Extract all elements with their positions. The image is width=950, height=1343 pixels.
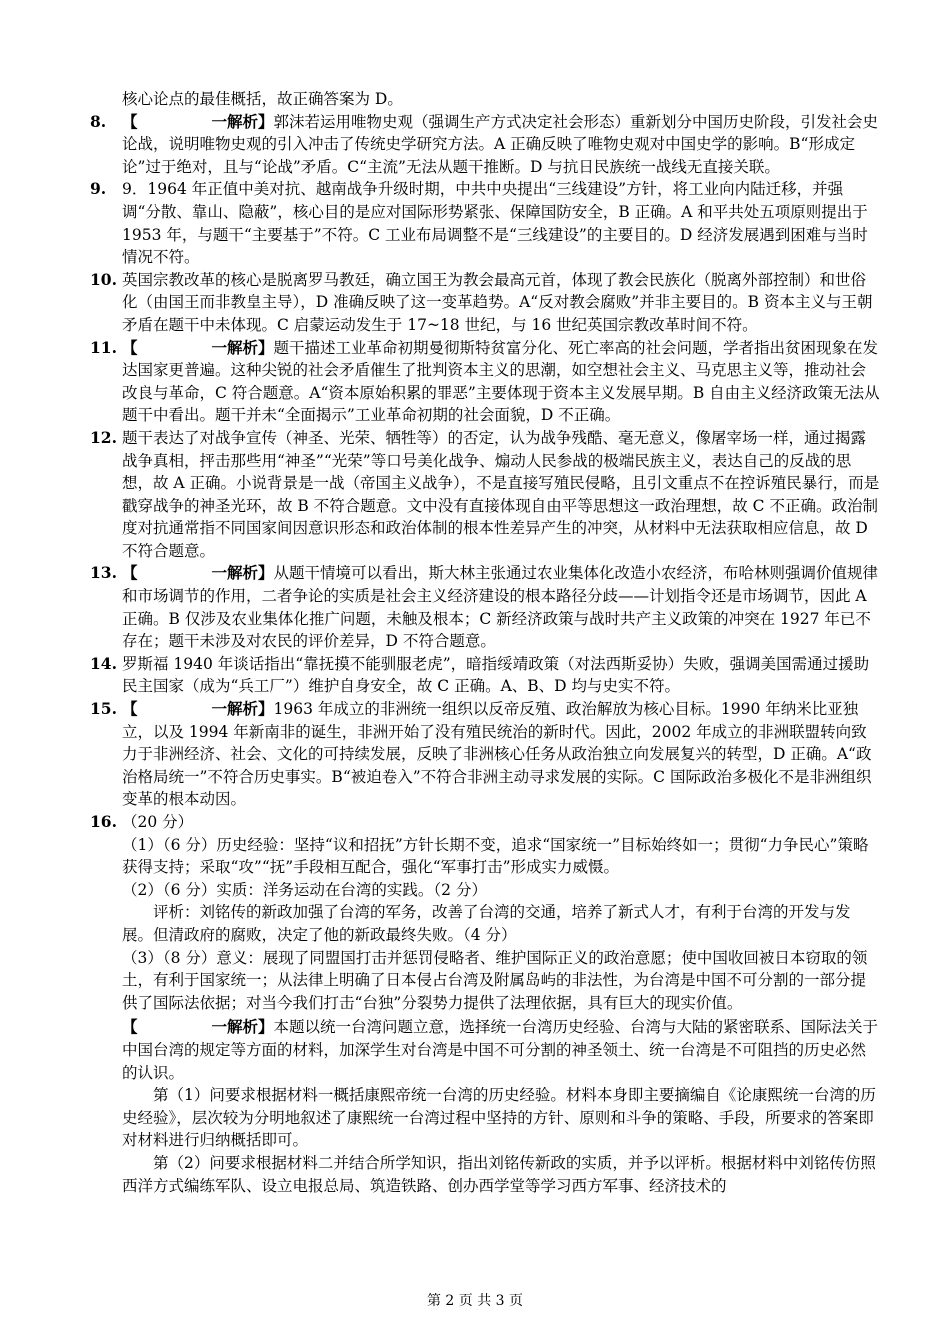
bracket-open: 【 xyxy=(122,337,138,357)
lead-text: 核心论点的最佳概括，故正确答案为 D。 xyxy=(122,90,403,108)
item-text: 题干描述工业革命初期曼彻斯特贫富分化、死亡率高的社会问题，学者指出贫困现象在发达国家更普遍。这种尖锐的社会矛盾催生了批判资本主义的思潮，如空想社会主义、马克思主义等，推动社会改良与革命，C 符合题意。A“资本原始积累的罪恶”主要体现于资本主义发展早期。B 自由主义经济政策无法从题干中看出。题干并未“全面揭示”工业革命初期的社会面貌，D 不正确。 xyxy=(122,338,880,425)
analysis-label: 一解析】 xyxy=(211,699,274,719)
answer-item-9 xyxy=(90,178,880,268)
q16-part3: （3）（8 分）意义：展现了同盟国打击并惩罚侵略者、维护国际正义的政治意愿；使中国收回被日本窃取的领土，有利于国家统一；从法律上明确了日本侵占台湾及附属岛屿的非法性，为台湾是中国不可分割的一部分提供了国际法依据；对当今我们打击“台独”分裂势力提供了法理依据，具有巨大的现实价值。 xyxy=(122,948,868,1012)
item-number: 13. xyxy=(90,563,117,583)
item-number: 14. xyxy=(90,653,117,673)
item-number: 9. xyxy=(90,179,107,199)
item-number: 15. xyxy=(90,699,117,719)
analysis-text: 本题以统一台湾问题立意，选择统一台湾历史经验、台湾与大陆的紧密联系、国际法关于中国台湾的规定等方面的材料，加深学生对台湾是中国不可分割的神圣领土、统一台湾是不可阻挡的历史必然的认识。 xyxy=(122,1018,879,1082)
item-text: 英国宗教改革的核心是脱离罗马教廷，确立国王为教会最高元首，体现了教会民族化（脱离外部控制）和世俗化（由国王而非教皇主导），D 准确反映了这一变革趋势。A“反对教会腐败”并非主要目的。B 资本主义与王朝矛盾在题干中未体现。C 启蒙运动发生于 17~18 世纪，与 16 世纪英国宗教改革时间不符。 xyxy=(122,270,873,334)
item-text: 1963 年成立的非洲统一组织以反帝反殖、政治解放为核心目标。1990 年纳米比亚独立，以及 1994 年新南非的诞生，非洲开始了没有殖民统治的新时代。因此，2002 年成立的非洲联盟转向致力于非洲经济、社会、文化的可持续发展，反映了非洲核心任务从政治独立向发展复兴的转型，D 正确。A“政治格局统一”不符合历史事实。B“被迫卷入”不符合非洲主动寻求发展的实际。C 国际政治多极化不是非洲组织变革的根本动因。 xyxy=(122,700,872,809)
q16-part1: （1）（6 分）历史经验：坚持“议和招抚”方针长期不变，追求“国家统一”目标始终如一；贯彻“力争民心”策略获得支持；采取“攻”“抚”手段相互配合，强化“军事打击”形成实力威慑。 xyxy=(122,835,869,877)
q16-explain-1: 第（1）问要求根据材料一概括康熙帝统一台湾的历史经验。材料本身即主要摘编自《论康熙统一台湾的历史经验》，层次较为分明地叙述了康熙统一台湾过程中坚持的方针、原则和斗争的策略、手段，所要求的答案即对材料进行归纳概括即可。 xyxy=(122,1086,876,1150)
q16-part2: （2）（6 分）实质：洋务运动在台湾的实践。（2 分） xyxy=(122,880,487,899)
analysis-label: 一解析】 xyxy=(211,111,274,131)
bracket-open: 【 xyxy=(122,111,138,131)
item-text: 9．1964 年正值中美对抗、越南战争升级时期，中共中央提出“三线建设”方针，将工业向内陆迁移，并强调“分散、靠山、隐蔽”，核心目的是应对国际形势紧张、保障国防安全，B 正确。A 和平共处五项原则提出于 1953 年，与题干“主要基于”不符。C 工业布局调整不是“三线建设”的主要目的。D 经济发展遇到困难与当时情况不符。 xyxy=(122,180,868,267)
item-number: 10. xyxy=(90,269,117,289)
q16-part2-comment: 评析：刘铭传的新政加强了台湾的军务，改善了台湾的交通，培养了新式人才，有利于台湾的开发与发展。但清政府的腐败，决定了他的新政最终失败。（4 分） xyxy=(122,903,851,944)
answer-content xyxy=(90,88,880,1197)
answer-item-11 xyxy=(90,337,880,427)
answer-item-16 xyxy=(90,811,880,834)
item-text: 罗斯福 1940 年谈话指出“靠抚摸不能驯服老虎”，暗指绥靖政策（对法西斯妥协）失败，强调美国需通过援助民主国家（成为“兵工厂”）维护自身安全，故 C 正确。A、B、D 均与史实不符。 xyxy=(122,654,870,696)
analysis-label: 一解析】 xyxy=(211,337,274,357)
answer-item-15 xyxy=(90,698,880,811)
item-number: 8. xyxy=(90,111,107,131)
bracket-open: 【 xyxy=(122,1017,138,1037)
item-text: 郭沫若运用唯物史观（强调生产方式决定社会形态）重新划分中国历史阶段，引发社会史论战，说明唯物史观的引入冲击了传统史学研究方法。A 正确反映了唯物史观对中国史学的影响。B“形成定论”过于绝对，且与“论战”矛盾。C“主流”无法从题干推断。D 与抗日民族统一战线无直接关联。 xyxy=(122,112,879,176)
answer-item-10 xyxy=(90,269,880,337)
answer-item-8 xyxy=(90,111,880,179)
item-number: 12. xyxy=(90,427,117,447)
bracket-open: 【 xyxy=(122,563,138,583)
page-footer: 第 2 页 共 3 页 xyxy=(426,1293,524,1309)
answer-item-14 xyxy=(90,653,880,698)
item-text: 从题干情境可以看出，斯大林主张通过农业集体化改造小农经济，布哈林则强调价值规律和市场调节的作用，二者争论的实质是社会主义经济建设的根本路径分歧——计划指令还是市场调节，因此 A 正确。B 仅涉及农业集体化推广问题，未触及根本；C 新经济政策与战时共产主义政策的冲突在 1927 年已不存在；题干未涉及对农民的评价差异，D 不符合题意。 xyxy=(122,564,879,651)
answer-item-12 xyxy=(90,427,880,563)
item-text: 题干表达了对战争宣传（神圣、光荣、牺牲等）的否定，认为战争残酷、毫无意义，像屠宰场一样，通过揭露战争真相，抨击那些用“神圣”“光荣”等口号美化战争、煽动人民参战的极端民族主义，表达自己的反战的思想，故 A 正确。小说背景是一战（帝国主义战争），不是直接写殖民侵略，且引文重点不在控诉殖民暴行，而是戳穿战争的神圣光环，故 B 不符合题意。文中没有直接体现自由平等思想这一政治理想，故 C 不正确。政治制度对抗通常指不同国家间因意识形态和政治体制的根本性差异产生的冲突，从材料中无法获取相应信息，故 D 不符合题意。 xyxy=(122,428,880,560)
q16-explain-2: 第（2）问要求根据材料二并结合所学知识，指出刘铭传新政的实质，并予以评析。根据材料中刘铭传仿照西洋方式编练军队、设立电报总局、筑造铁路、创办西学堂等学习西方军事、经济技术的 xyxy=(122,1153,876,1195)
analysis-label: 一解析】 xyxy=(211,563,274,583)
item-text: （20 分） xyxy=(122,813,194,831)
item-number: 11. xyxy=(90,337,117,357)
answer-item-13 xyxy=(90,562,880,652)
analysis-label: 一解析】 xyxy=(211,1017,274,1037)
q16-analysis xyxy=(90,1016,880,1084)
bracket-open: 【 xyxy=(122,699,138,719)
item-number: 16. xyxy=(90,812,117,831)
